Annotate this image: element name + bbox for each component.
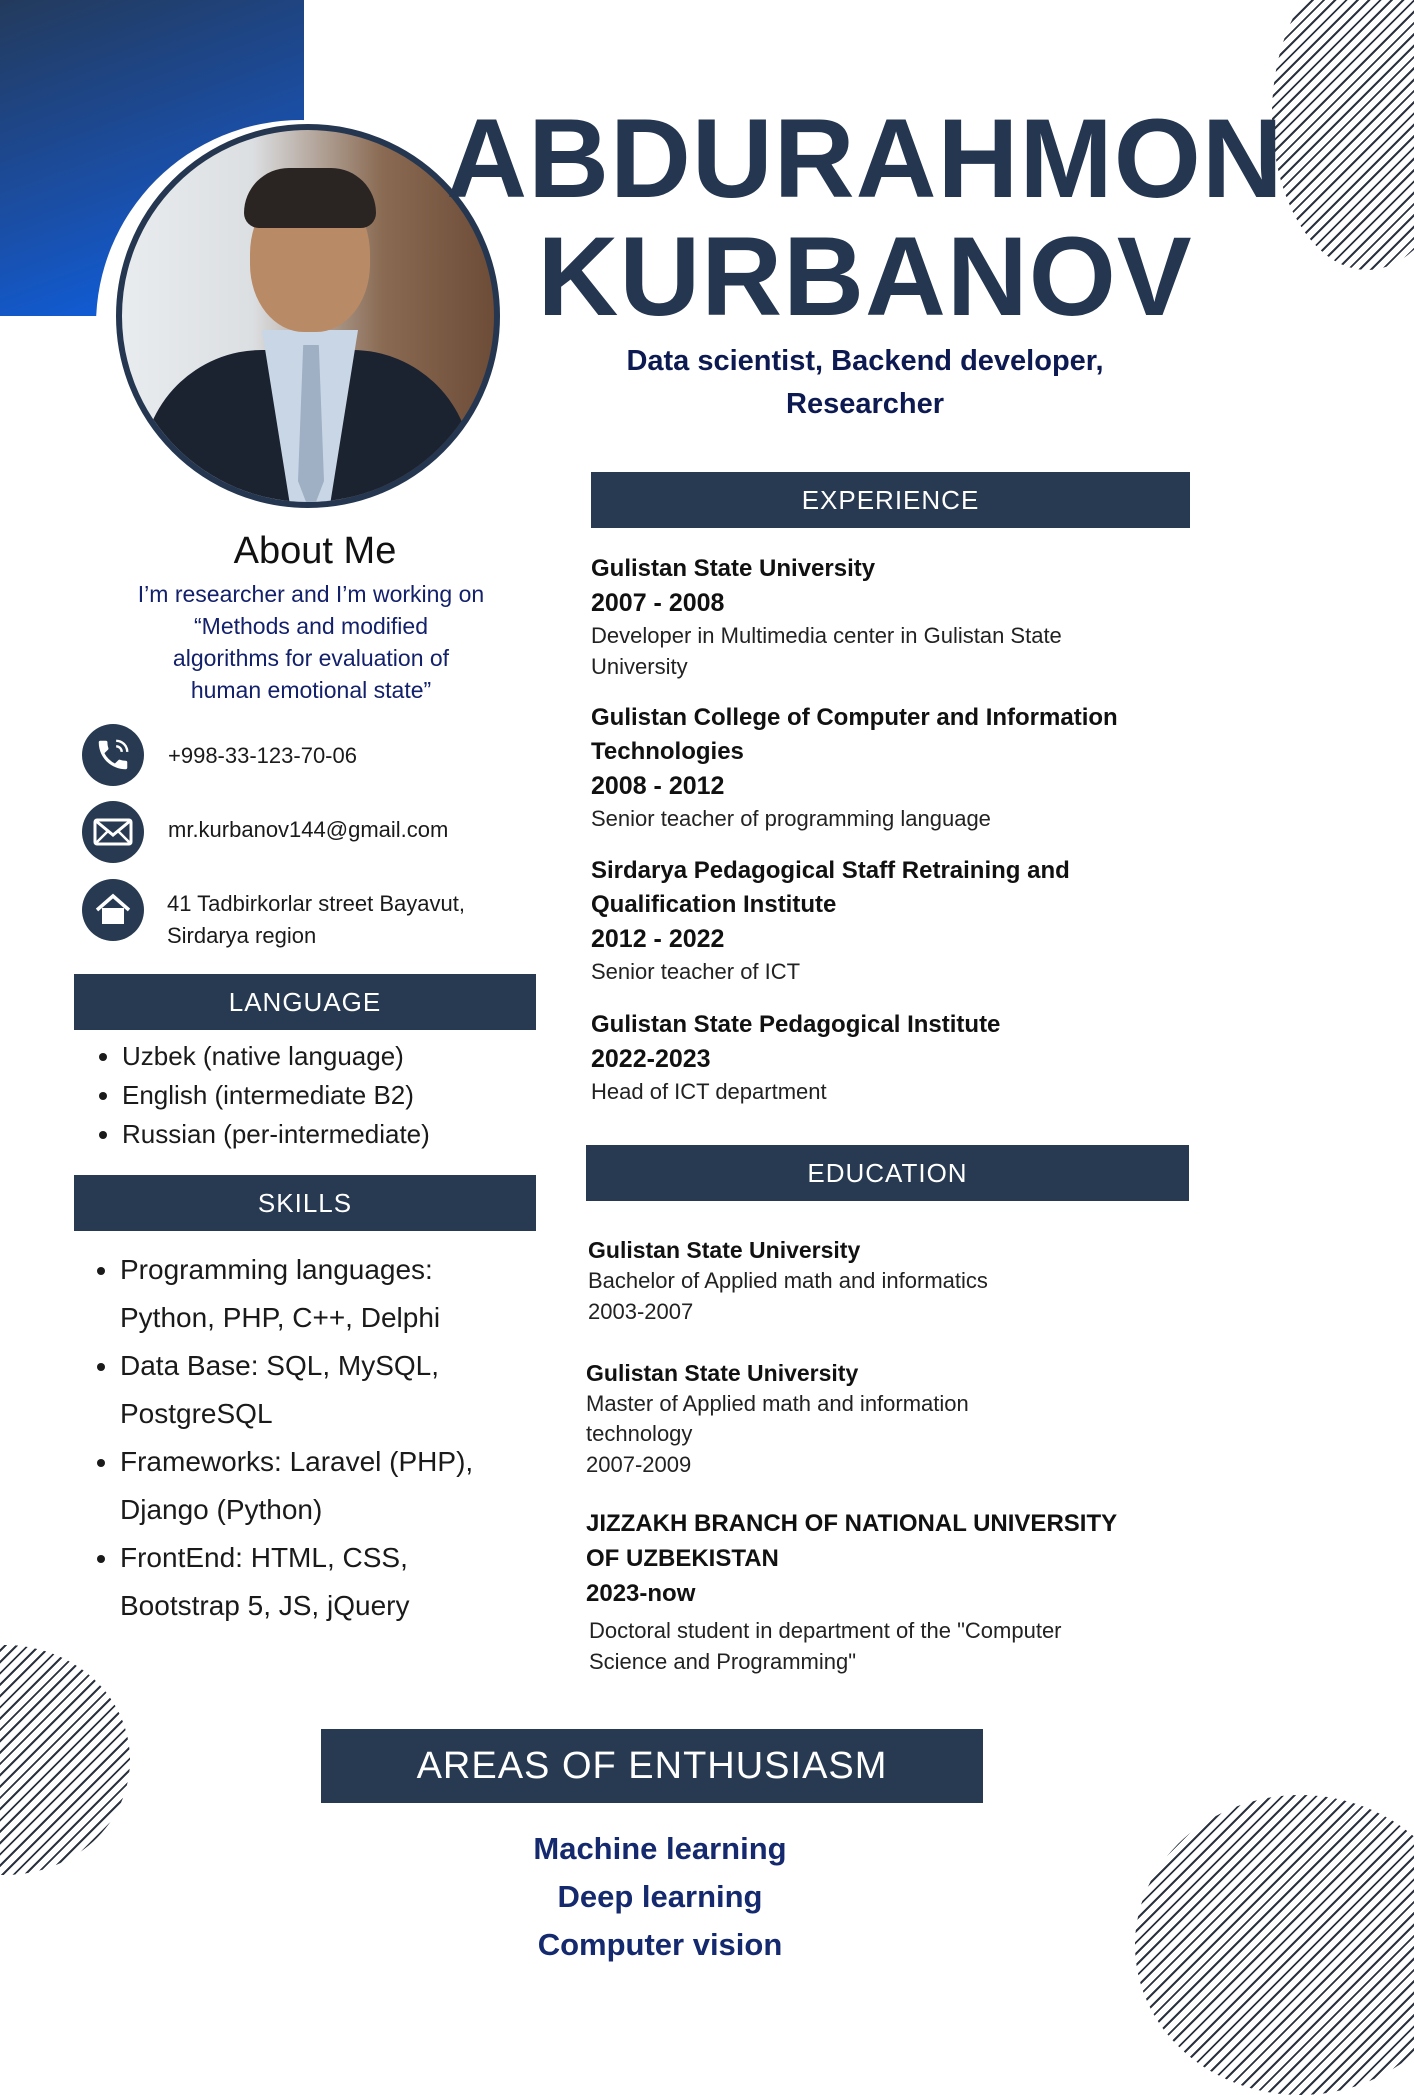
education-years: 2007-2009 [586, 1452, 692, 1477]
experience-item [591, 1008, 1211, 1107]
about-text [106, 578, 516, 706]
education-org: JIZZAKH BRANCH OF NATIONAL UNIVERSITY OF UZBEKISTAN [586, 1510, 1118, 1572]
skill-line: Programming languages: [120, 1254, 433, 1285]
skill-item [120, 1246, 552, 1342]
experience-years: 2022-2023 [591, 1045, 711, 1073]
job-title-line: Researcher [786, 388, 944, 420]
areas-heading: AREAS OF ENTHUSIASM [321, 1729, 983, 1803]
experience-years: 2012 - 2022 [591, 925, 725, 953]
area-item: Computer vision [537, 1927, 783, 1962]
education-item [588, 1234, 1208, 1327]
education-years: 2003-2007 [588, 1299, 694, 1324]
education-org: Gulistan State University [588, 1237, 861, 1263]
email-address: mr.kurbanov144@gmail.com [168, 817, 449, 842]
experience-desc: Head of ICT department [591, 1079, 827, 1104]
job-title-line: Data scientist, Backend developer, [626, 345, 1104, 377]
area-item: Deep learning [557, 1879, 763, 1914]
hatched-circle-bottom-left [0, 1645, 130, 1875]
hatched-circle-top-right [1272, 0, 1414, 270]
language-item: • Uzbek (native language) [122, 1037, 544, 1076]
address-line: Sirdarya region [167, 923, 317, 948]
last-name: KURBANOV [537, 214, 1193, 339]
education-item [586, 1357, 1206, 1480]
language-section [74, 1037, 544, 1154]
skill-line: Python, PHP, C++, Delphi [120, 1302, 441, 1333]
first-name: ABDURAHMON [446, 96, 1284, 221]
language-heading: LANGUAGE [74, 974, 536, 1030]
full-name [440, 96, 1290, 339]
hatched-circle-bottom-right [1135, 1795, 1414, 2095]
education-org: Gulistan State University [586, 1360, 859, 1386]
address [167, 888, 465, 952]
experience-years: 2007 - 2008 [591, 589, 725, 617]
education-years: 2023-now [586, 1580, 696, 1607]
about-line: algorithms for evaluation of [172, 645, 450, 671]
phone-icon [82, 724, 144, 786]
skill-item [120, 1534, 552, 1630]
experience-org: Gulistan State University [591, 555, 876, 582]
education-item [586, 1506, 1206, 1677]
skill-line: Bootstrap 5, JS, jQuery [120, 1590, 410, 1621]
experience-item [591, 552, 1211, 682]
about-line: I’m researcher and I’m working on [137, 581, 485, 607]
skill-line: Django (Python) [120, 1494, 323, 1525]
address-line: 41 Tadbirkorlar street Bayavut, [167, 891, 465, 916]
skill-line: PostgreSQL [120, 1398, 273, 1429]
experience-desc: Senior teacher of ICT [591, 959, 801, 984]
language-item: • English (intermediate B2) [122, 1076, 544, 1115]
experience-item [591, 854, 1211, 987]
education-degree: Bachelor of Applied math and informatics [588, 1268, 988, 1293]
language-item: • Russian (per-intermediate) [122, 1115, 544, 1154]
experience-org: Sirdarya Pedagogical Staff Retraining and Qualification Institute [591, 857, 1070, 918]
envelope-icon [82, 801, 144, 863]
phone-number: +998-33-123-70-06 [168, 743, 357, 768]
skills-section [72, 1246, 552, 1630]
about-line: human emotional state” [190, 677, 432, 703]
skill-line: Frameworks: Laravel (PHP), [120, 1446, 474, 1477]
education-heading: EDUCATION [586, 1145, 1189, 1201]
skill-line: Data Base: SQL, MySQL, [120, 1350, 440, 1381]
skills-heading: SKILLS [74, 1175, 536, 1231]
skill-line: FrontEnd: HTML, CSS, [120, 1542, 408, 1573]
experience-org: Gulistan State Pedagogical Institute [591, 1011, 1001, 1038]
experience-org: Gulistan College of Computer and Information Technologies [591, 704, 1118, 765]
skill-item [120, 1438, 552, 1534]
experience-desc: Developer in Multimedia center in Gulistan State University [591, 623, 1062, 679]
experience-years: 2008 - 2012 [591, 772, 725, 800]
experience-heading: EXPERIENCE [591, 472, 1190, 528]
job-title [560, 340, 1170, 426]
experience-item [591, 701, 1211, 834]
about-title: About Me [233, 530, 397, 572]
education-degree: Master of Applied math and information technology [586, 1391, 969, 1446]
home-icon [82, 879, 144, 941]
about-line: “Methods and modified [194, 613, 428, 639]
area-item: Machine learning [533, 1831, 787, 1866]
skill-item [120, 1342, 552, 1438]
experience-desc: Senior teacher of programming language [591, 806, 991, 831]
education-degree: Doctoral student in department of the "Computer Science and Programming" [589, 1618, 1062, 1674]
areas-list [460, 1825, 860, 1969]
